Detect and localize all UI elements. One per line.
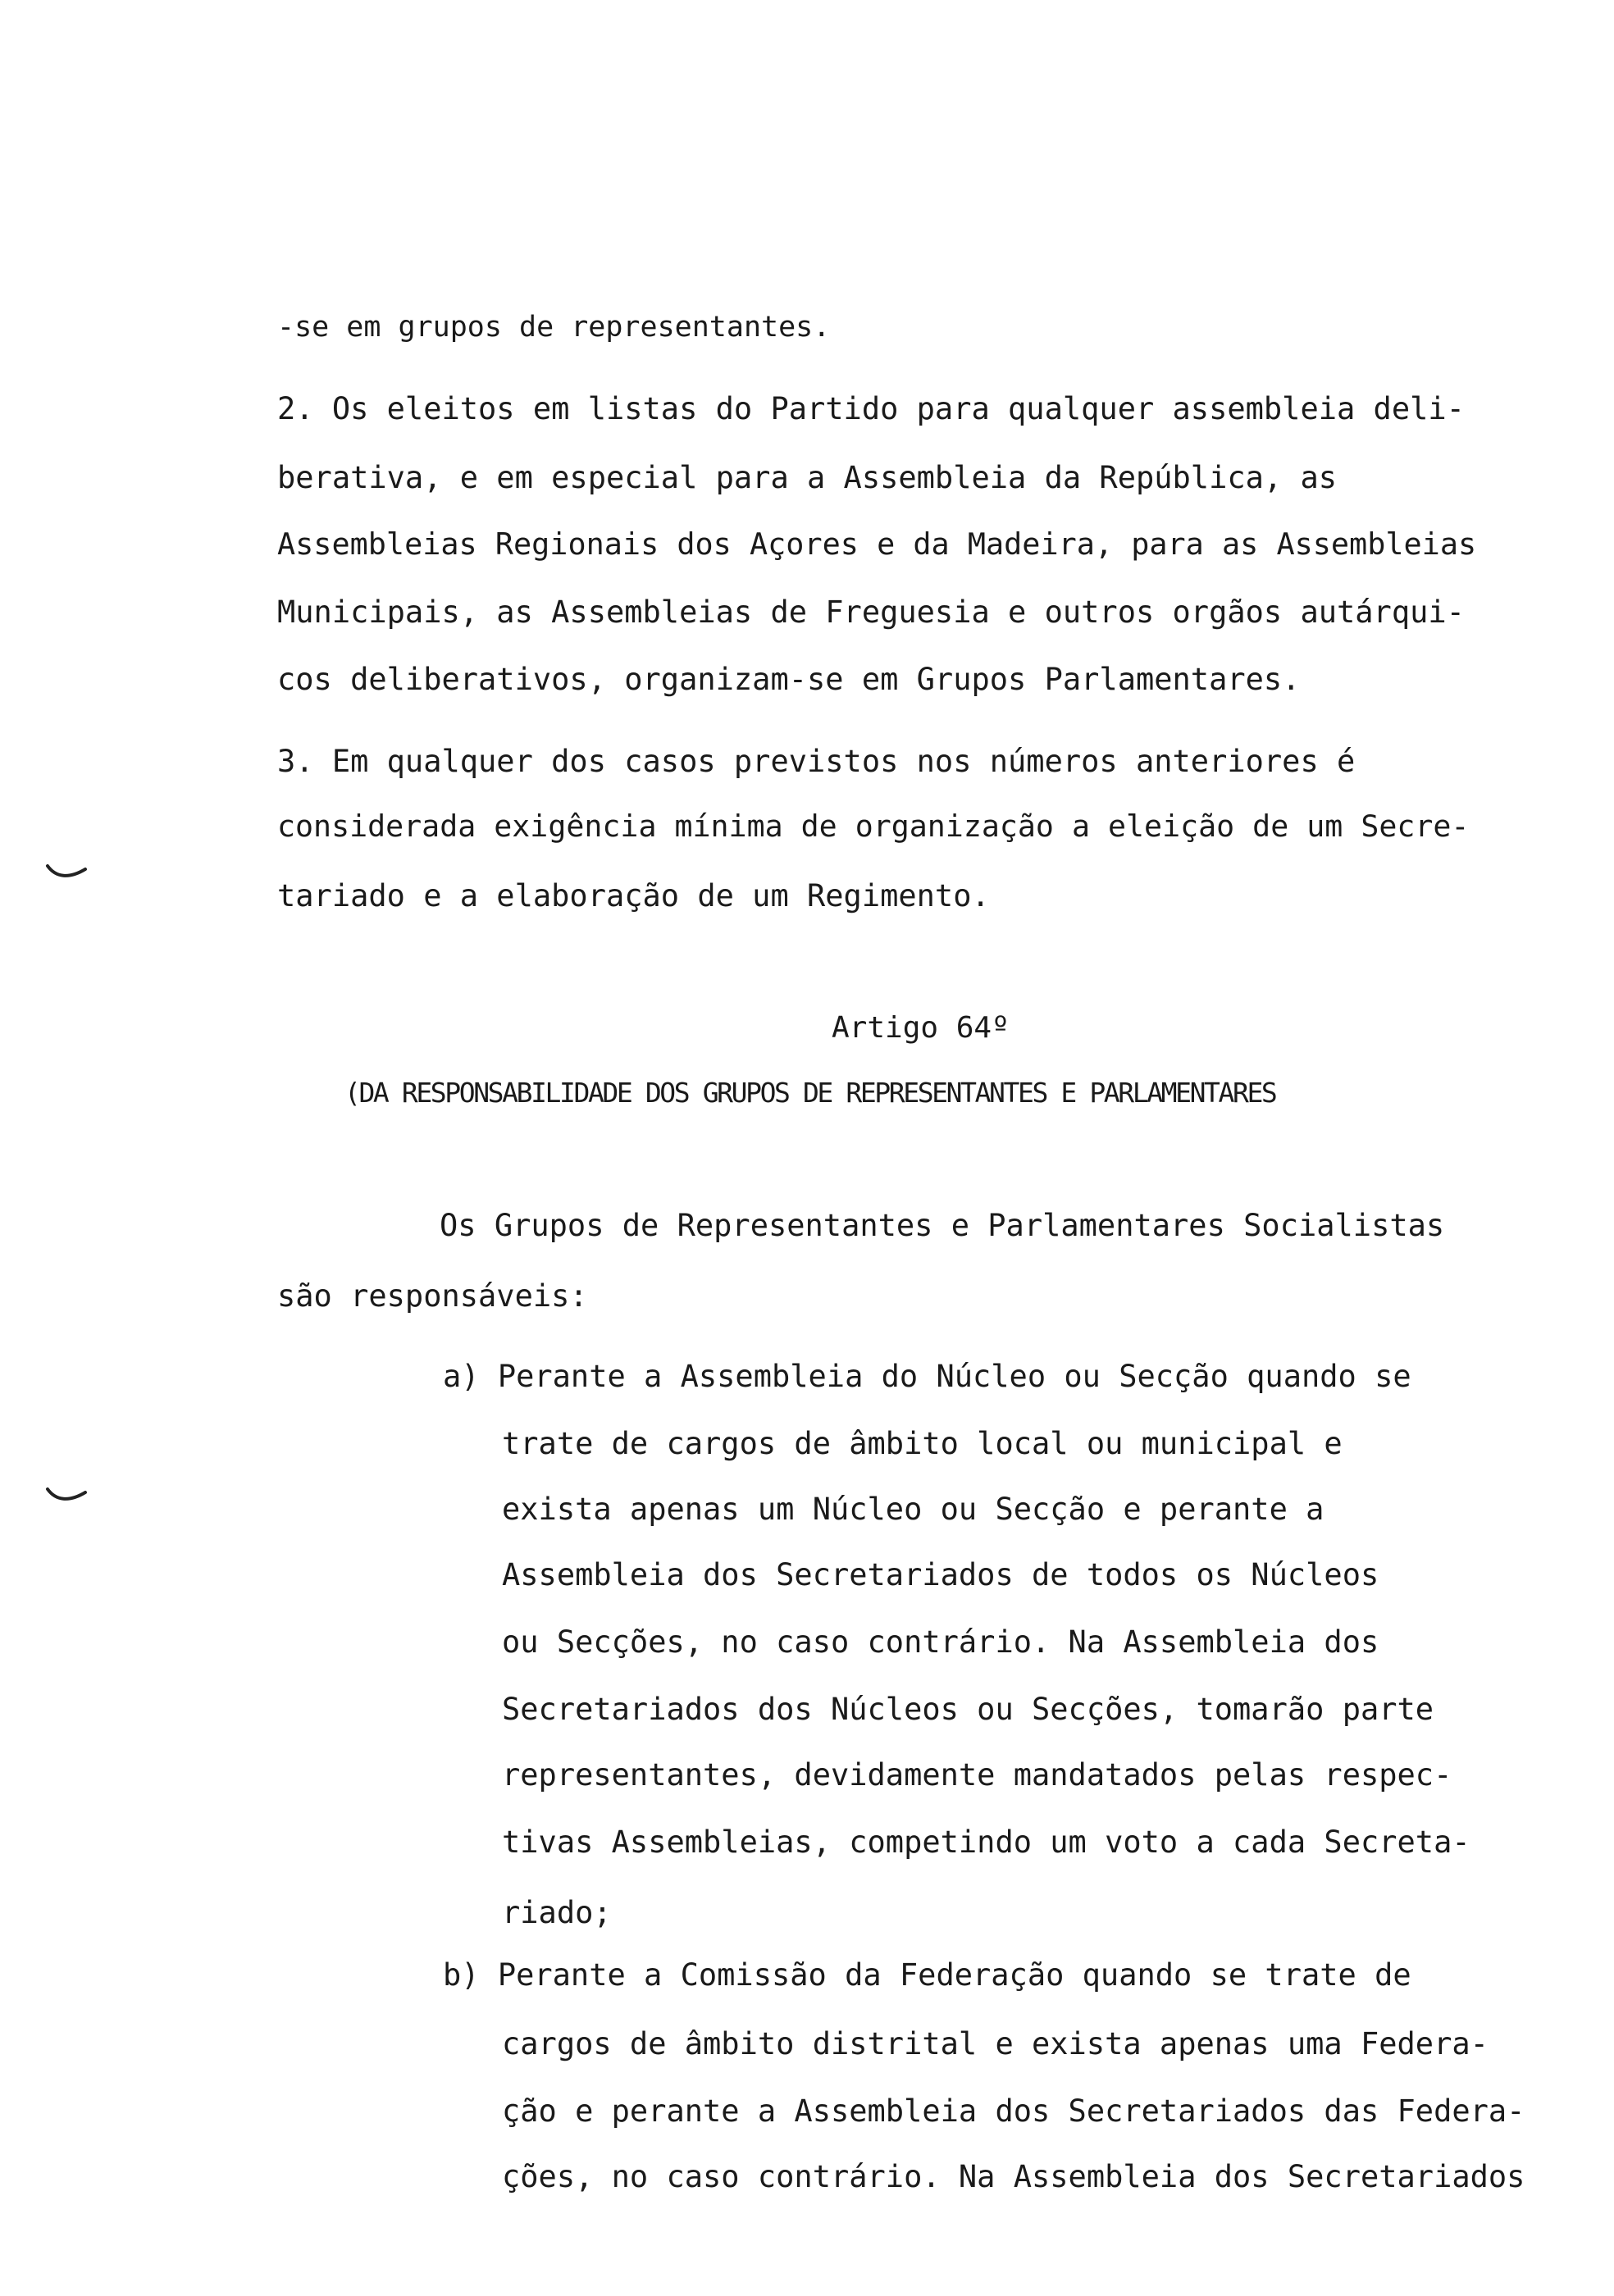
text-line: tivas Assembleias, competindo um voto a cada Secreta- xyxy=(502,1824,1470,1860)
text-line: -se em grupos de representantes. xyxy=(277,311,831,344)
text-line: trate de cargos de âmbito local ou municipal e xyxy=(502,1426,1343,1461)
text-line: riado; xyxy=(502,1895,612,1930)
text-line: Assembleias Regionais dos Açores e da Madeira, para as Assembleias xyxy=(277,526,1477,562)
text-line: berativa, e em especial para a Assembleia da República, as xyxy=(277,460,1338,495)
punch-mark-icon xyxy=(44,1484,93,1509)
item-2-line: 2. Os eleitos em listas do Partido para qualquer assembleia deli- xyxy=(277,391,1465,426)
article-title: (DA RESPONSABILIDADE DOS GRUPOS DE REPRESENTANTES E PARLAMENTARES xyxy=(344,1077,1276,1109)
item-b-line: b) Perante a Comissão da Federação quando se trate de xyxy=(443,1957,1411,1993)
text-line: Assembleia dos Secretariados de todos os Núcleos xyxy=(502,1557,1379,1592)
text-line: ção e perante a Assembleia dos Secretariados das Federa- xyxy=(502,2093,1525,2129)
text-line: Municipais, as Assembleias de Freguesia e outros orgãos autárqui- xyxy=(277,594,1465,630)
punch-mark-icon xyxy=(44,861,93,886)
text-line: tariado e a elaboração de um Regimento. xyxy=(277,878,990,913)
item-a-line: a) Perante a Assembleia do Núcleo ou Secção quando se xyxy=(443,1359,1411,1394)
item-3-line: 3. Em qualquer dos casos previstos nos números anteriores é xyxy=(277,744,1356,779)
intro-line: Os Grupos de Representantes e Parlamentares Socialistas xyxy=(440,1208,1445,1243)
text-line: são responsáveis: xyxy=(277,1278,588,1314)
text-line: considerada exigência mínima de organização a eleição de um Secre- xyxy=(277,809,1470,844)
text-line: ções, no caso contrário. Na Assembleia dos Secretariados xyxy=(502,2159,1525,2194)
text-line: exista apenas um Núcleo ou Secção e perante a xyxy=(502,1492,1324,1527)
text-line: representantes, devidamente mandatados pelas respec- xyxy=(502,1757,1452,1793)
text-line: cos deliberativos, organizam-se em Grupos Parlamentares. xyxy=(277,662,1301,697)
text-line: ou Secções, no caso contrário. Na Assembleia dos xyxy=(502,1624,1379,1660)
text-line: Secretariados dos Núcleos ou Secções, tomarão parte xyxy=(502,1692,1434,1727)
text-line: cargos de âmbito distrital e exista apenas uma Federa- xyxy=(502,2026,1489,2061)
article-heading: Artigo 64º xyxy=(832,1011,1010,1045)
